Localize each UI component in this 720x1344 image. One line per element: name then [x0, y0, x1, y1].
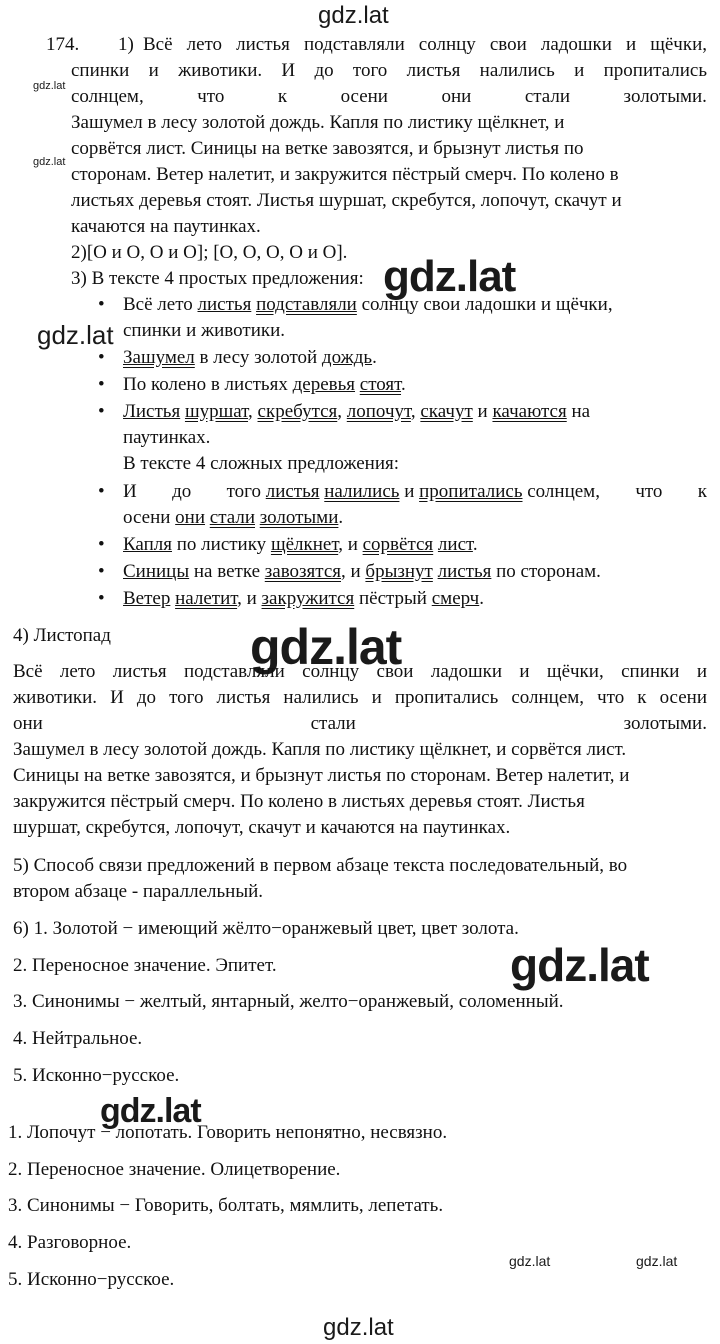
item6-line3: 3. Синонимы − желтый, янтарный, желто−оранжевый, соломенный.: [13, 991, 564, 1012]
predicate: стоят: [359, 374, 402, 395]
p1-l3-w0: солнцем,: [71, 86, 144, 107]
text-run: , и: [338, 534, 363, 555]
bullet-dot: •: [98, 294, 105, 315]
text-run: на: [566, 401, 591, 422]
text-run: , и: [237, 588, 262, 609]
bullet-dot: •: [98, 561, 105, 582]
subject: Листья: [123, 401, 181, 422]
item4-heading: 4) Листопад: [13, 625, 111, 646]
p1-l3-w6: золотыми.: [623, 86, 707, 107]
p1-l3-w5: стали: [524, 86, 571, 107]
complex-4: [123, 586, 484, 612]
predicate: скачут: [420, 401, 473, 422]
p1-l3-w2: к: [277, 86, 288, 107]
complex-1-line2: [123, 505, 343, 531]
watermark-big-2: gdz.lat: [250, 619, 402, 675]
text-line7: шуршат, скребутся, лопочут, скачут и качаются на паутинках.: [13, 817, 511, 838]
text-run: того: [226, 481, 261, 502]
item2: 2)[О и О, О и О]; [О, О, О, О и О].: [71, 242, 348, 263]
subject: листья: [265, 481, 320, 502]
text-run: ,: [248, 401, 258, 422]
text-run: и: [472, 401, 493, 422]
text-run: ,: [410, 401, 421, 422]
predicate: подставляли: [256, 294, 357, 315]
text-run: По колено в листьях: [123, 374, 293, 395]
text-run: .: [401, 374, 406, 395]
predicate: стали: [209, 507, 255, 528]
p1-line1: [143, 32, 707, 58]
text-run: и: [404, 481, 415, 502]
text-run: золотыми.: [623, 713, 707, 734]
p1-line4: Зашумел в лесу золотой дождь. Капля по листику щёлкнет, и: [71, 112, 565, 133]
text-run: в лесу золотой: [194, 347, 322, 368]
text-run: до: [172, 481, 192, 502]
p1-line8: качаются на паутинках.: [71, 216, 261, 237]
simple-2: [123, 345, 377, 371]
text-run: к: [697, 481, 707, 502]
text-run: [227, 479, 600, 505]
predicate: налетит: [175, 588, 238, 609]
text-line4: Зашумел в лесу золотой дождь. Капля по листику щёлкнет, и сорвётся лист.: [13, 739, 627, 760]
complex-heading: В тексте 4 сложных предложения:: [123, 453, 400, 474]
text-run: .: [372, 347, 377, 368]
item6b-line2: 2. Переносное значение. Олицетворение.: [8, 1159, 341, 1180]
subject: Капля: [123, 534, 172, 555]
predicate: завозятся: [264, 561, 341, 582]
predicate: щёлкнет: [270, 534, 339, 555]
task-number: 174.: [46, 34, 80, 55]
text-run: они: [13, 713, 43, 734]
text-run: стали: [310, 713, 356, 734]
subject: смерч: [431, 588, 480, 609]
predicate: закружится: [261, 588, 355, 609]
item1-label: 1): [118, 34, 134, 55]
text-run: пёстрый: [354, 588, 432, 609]
text-line6: закружится пёстрый смерч. По колено в листьях деревья стоят. Листья: [13, 791, 585, 812]
simple-3: [123, 372, 406, 398]
text-run: И: [123, 481, 137, 502]
text-run: солнцу свои ладошки и щёчки,: [356, 294, 613, 315]
simple-1-line2: спинки и животики.: [123, 320, 286, 341]
watermark-small-left-1: gdz.lat: [33, 80, 66, 92]
subject: они: [175, 507, 206, 528]
bullet-dot: •: [98, 588, 105, 609]
item6b-line3: 3. Синонимы − Говорить, болтать, мямлить, лепетать.: [8, 1195, 444, 1216]
p1-l3-w3: осени: [340, 86, 388, 107]
bullet-dot: •: [98, 534, 105, 555]
text-run: .: [479, 588, 484, 609]
watermark-small-bottom-1: gdz.lat: [509, 1253, 551, 1269]
text-run: Всё лето: [123, 294, 198, 315]
watermark-bottom: gdz.lat: [323, 1314, 394, 1341]
watermark-left-mid: gdz.lat: [37, 320, 114, 350]
complex-2: [123, 532, 478, 558]
item3-heading: 3) В тексте 4 простых предложения:: [71, 268, 364, 289]
subject: лист: [437, 534, 473, 555]
text-line2: животики. И до того листья налились и пропитались солнцем, что к осени: [13, 687, 707, 708]
complex-1-line1: [123, 479, 707, 505]
p1-line2: спинки и животики. И до того листья налились и пропитались: [71, 60, 707, 81]
item6b-line5: 5. Исконно−русское.: [8, 1269, 175, 1290]
p1-l3-w4: они: [441, 86, 472, 107]
bullet-dot: •: [98, 374, 105, 395]
text-line1: Всё лето листья подставляли солнцу свои ладошки и щёчки, спинки и: [13, 661, 707, 682]
simple-4-line2: паутинках.: [123, 427, 211, 448]
predicate: брызнут: [365, 561, 433, 582]
p1-line7: листьях деревья стоят. Листья шуршат, скребутся, лопочут, скачут и: [71, 190, 622, 211]
text-run: , и: [341, 561, 366, 582]
text-run: на ветке: [189, 561, 265, 582]
predicate: качаются: [492, 401, 567, 422]
watermark-big-1: gdz.lat: [383, 252, 516, 301]
p1-line3: [71, 84, 707, 110]
item6-line5: 5. Исконно−русское.: [13, 1065, 180, 1086]
subject: листья: [437, 561, 492, 582]
text-run: осени: [123, 507, 176, 528]
predicate: налились: [324, 481, 400, 502]
text-line5: Синицы на ветке завозятся, и брызнут листья по сторонам. Ветер налетит, и: [13, 765, 630, 786]
p1-line6: сторонам. Ветер налетит, и закружится пёстрый смерч. По колено в: [71, 164, 619, 185]
subject: деревья: [292, 374, 356, 395]
watermark-top: gdz.lat: [318, 2, 389, 29]
item6b-line1: 1. Лопочут − лопотать. Говорить непонятно, несвязно.: [8, 1122, 448, 1143]
subject: дождь: [321, 347, 373, 368]
text-run: солнцем,: [527, 481, 600, 502]
text-run: ,: [337, 401, 347, 422]
p1-line1-text: Всё лето листья подставляли солнцу свои ладошки и щёчки,: [143, 34, 707, 55]
subject: Ветер: [123, 588, 171, 609]
text-run: по листику: [172, 534, 271, 555]
watermark-small-left-2: gdz.lat: [33, 156, 66, 168]
item6-line2: 2. Переносное значение. Эпитет.: [13, 955, 277, 976]
watermark-big-3: gdz.lat: [510, 939, 649, 991]
item6-line1: 6) 1. Золотой − имеющий жёлто−оранжевый цвет, цвет золота.: [13, 918, 519, 939]
bullet-dot: •: [98, 401, 105, 422]
bullet-dot: •: [98, 347, 105, 368]
item6b-line4: 4. Разговорное.: [8, 1232, 132, 1253]
predicate: лопочут: [346, 401, 411, 422]
predicate: Зашумел: [123, 347, 195, 368]
item5-line2: втором абзаце - параллельный.: [13, 881, 264, 902]
item5-line1: 5) Способ связи предложений в первом абзаце текста последовательный, во: [13, 855, 628, 876]
predicate: скребутся: [257, 401, 338, 422]
p1-l3-w1: что: [197, 86, 225, 107]
text-line3: [13, 711, 707, 737]
bullet-dot: •: [98, 481, 105, 502]
watermark-small-bottom-2: gdz.lat: [636, 1253, 678, 1269]
simple-4-line1: [123, 399, 590, 425]
predicate: золотыми: [259, 507, 339, 528]
text-run: по сторонам.: [491, 561, 601, 582]
simple-1-line1: [123, 292, 613, 318]
p1-line5: сорвётся лист. Синицы на ветке завозятся, и брызнут листья по: [71, 138, 584, 159]
complex-3: [123, 559, 601, 585]
predicate: пропитались: [419, 481, 523, 502]
subject: Синицы: [123, 561, 190, 582]
subject: листья: [197, 294, 252, 315]
text-run: .: [338, 507, 344, 528]
watermark-big-4: gdz.lat: [100, 1092, 201, 1130]
predicate: сорвётся: [362, 534, 434, 555]
item6-line4: 4. Нейтральное.: [13, 1028, 143, 1049]
text-run: .: [472, 534, 478, 555]
text-run: что: [635, 481, 663, 502]
predicate: шуршат: [184, 401, 249, 422]
